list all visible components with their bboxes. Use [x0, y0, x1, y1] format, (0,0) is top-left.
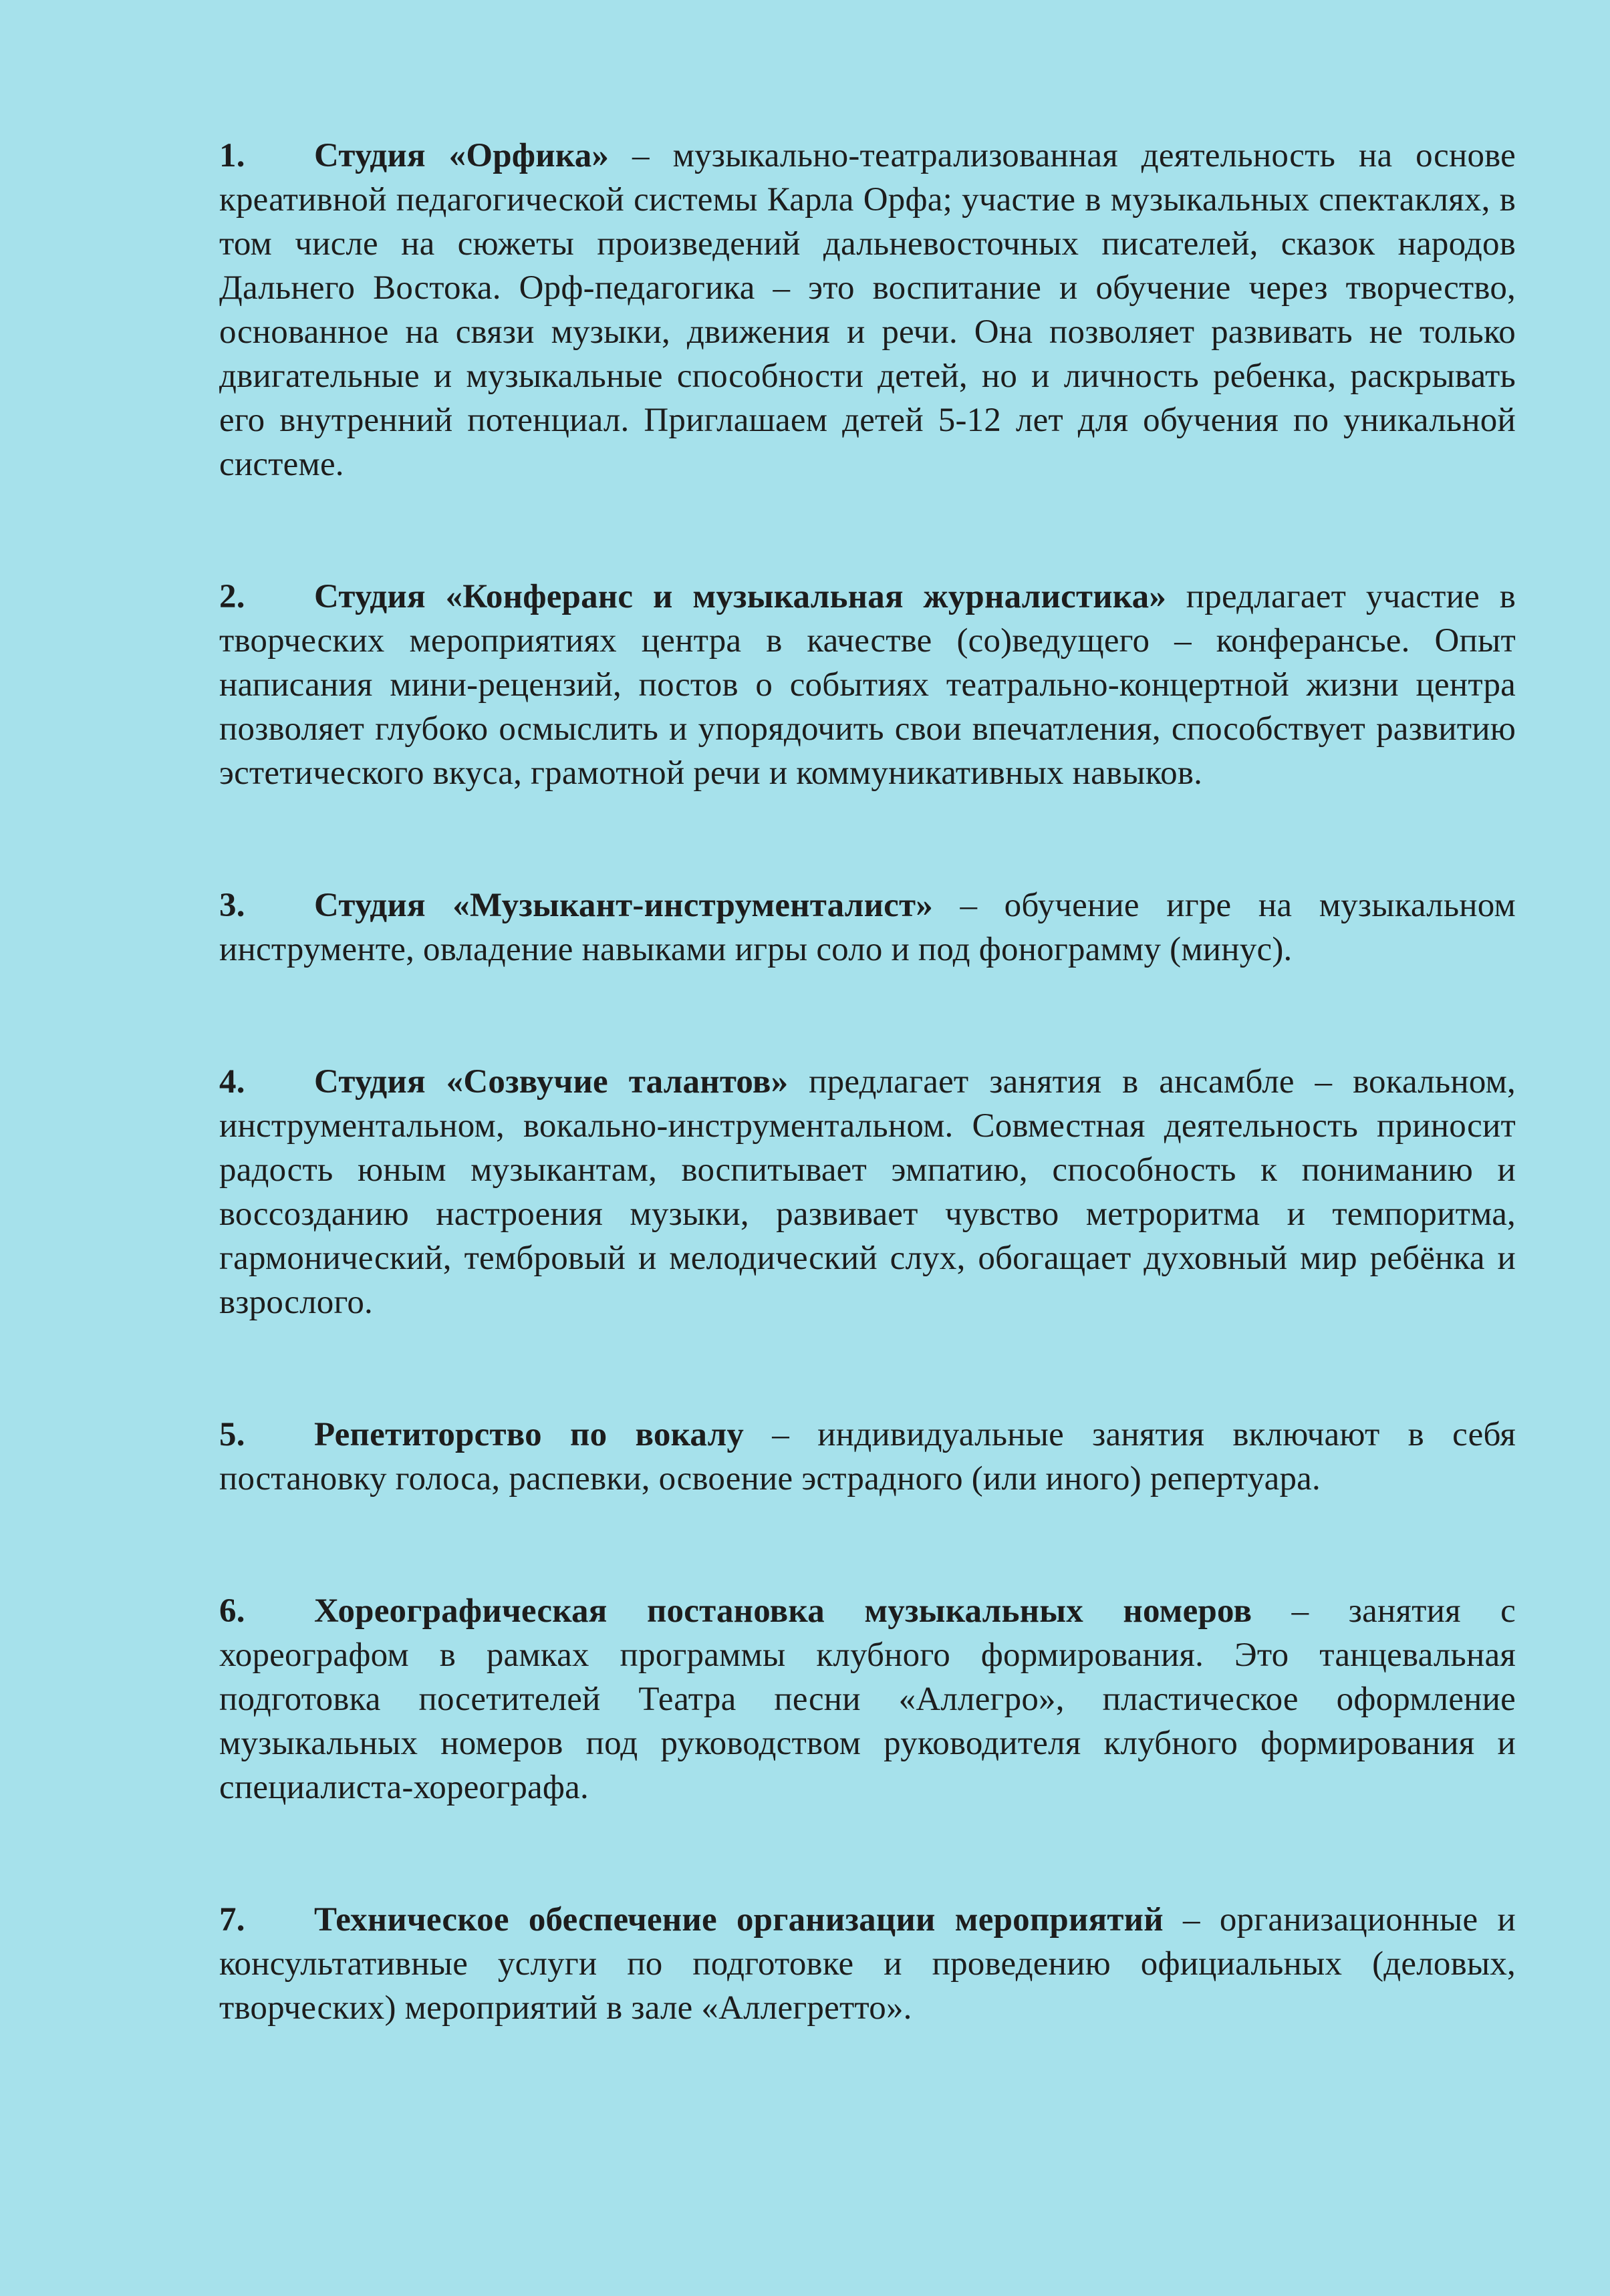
item-description: – занятия с хореографом в рамках программы клубного формирования. Это танцевальная подготовка посетителей Театра песни «Аллегро», пластическое оформление музыкальных номеров под руководством руководителя клубного формирования и специалиста-хореографа.: [219, 1592, 1516, 1806]
list-item: [219, 1898, 1516, 2030]
item-number: 2.: [219, 578, 245, 615]
item-description: – музыкально-театрализованная деятельность на основе креативной педагогической системы Карла Орфа; участие в музыкальных спектаклях, в том числе на сюжеты произведений дальневосточных писателей, сказок народов Дальнего Востока. Орф-педагогика – это воспитание и обучение через творчество, основанное на связи музыки, движения и речи. Она позволяет развивать не только двигательные и музыкальные способности детей, но и личность ребенка, раскрывать его внутренний потенциал. Приглашаем детей 5-12 лет для обучения по уникальной системе.: [219, 137, 1516, 483]
item-description: предлагает занятия в ансамбле – вокальном, инструментальном, вокально-инструментальном. Совместная деятельность приносит радость юным музыкантам, воспитывает эмпатию, способность к пониманию и воссозданию настроения музыки, развивает чувство метроритма и темпоритма, гармонический, тембровый и мелодический слух, обогащает духовный мир ребёнка и взрослого.: [219, 1063, 1516, 1321]
list-item: [219, 1060, 1516, 1324]
item-number: 5.: [219, 1416, 245, 1453]
item-title: Студия «Конферанс и музыкальная журналистика»: [314, 578, 1167, 615]
list-item: [219, 575, 1516, 795]
item-number: 4.: [219, 1063, 245, 1101]
item-number: 7.: [219, 1901, 245, 1939]
list-item: [219, 883, 1516, 972]
item-number: 3.: [219, 887, 245, 924]
item-title: Студия «Музыкант-инструменталист»: [314, 887, 933, 924]
item-title: Репетиторство по вокалу: [314, 1416, 745, 1453]
item-description: – обучение игре на музыкальном инструменте, овладение навыками игры соло и под фонограмму (минус).: [219, 887, 1516, 968]
list-item: [219, 1589, 1516, 1810]
item-title: Техническое обеспечение организации мероприятий: [314, 1901, 1164, 1939]
item-description: предлагает участие в творческих мероприятиях центра в качестве (со)ведущего – конферансье. Опыт написания мини-рецензий, постов о событиях театрально-концертной жизни центра позволяет глубоко осмыслить и упорядочить свои впечатления, способствует развитию эстетического вкуса, грамотной речи и коммуникативных навыков.: [219, 578, 1516, 792]
item-number: 6.: [219, 1592, 245, 1630]
list-item: [219, 1413, 1516, 1501]
item-title: Студия «Орфика»: [314, 137, 610, 174]
item-number: 1.: [219, 137, 245, 174]
item-description: – организационные и консультативные услуги по подготовке и проведению официальных (деловых, творческих) мероприятий в зале «Аллегретто».: [219, 1901, 1516, 2027]
item-title: Студия «Созвучие талантов»: [314, 1063, 789, 1101]
item-description: – индивидуальные занятия включают в себя постановку голоса, распевки, освоение эстрадного (или иного) репертуара.: [219, 1416, 1516, 1497]
list-item: [219, 134, 1516, 486]
item-title: Хореографическая постановка музыкальных номеров: [314, 1592, 1252, 1630]
services-list: [219, 134, 1516, 2118]
